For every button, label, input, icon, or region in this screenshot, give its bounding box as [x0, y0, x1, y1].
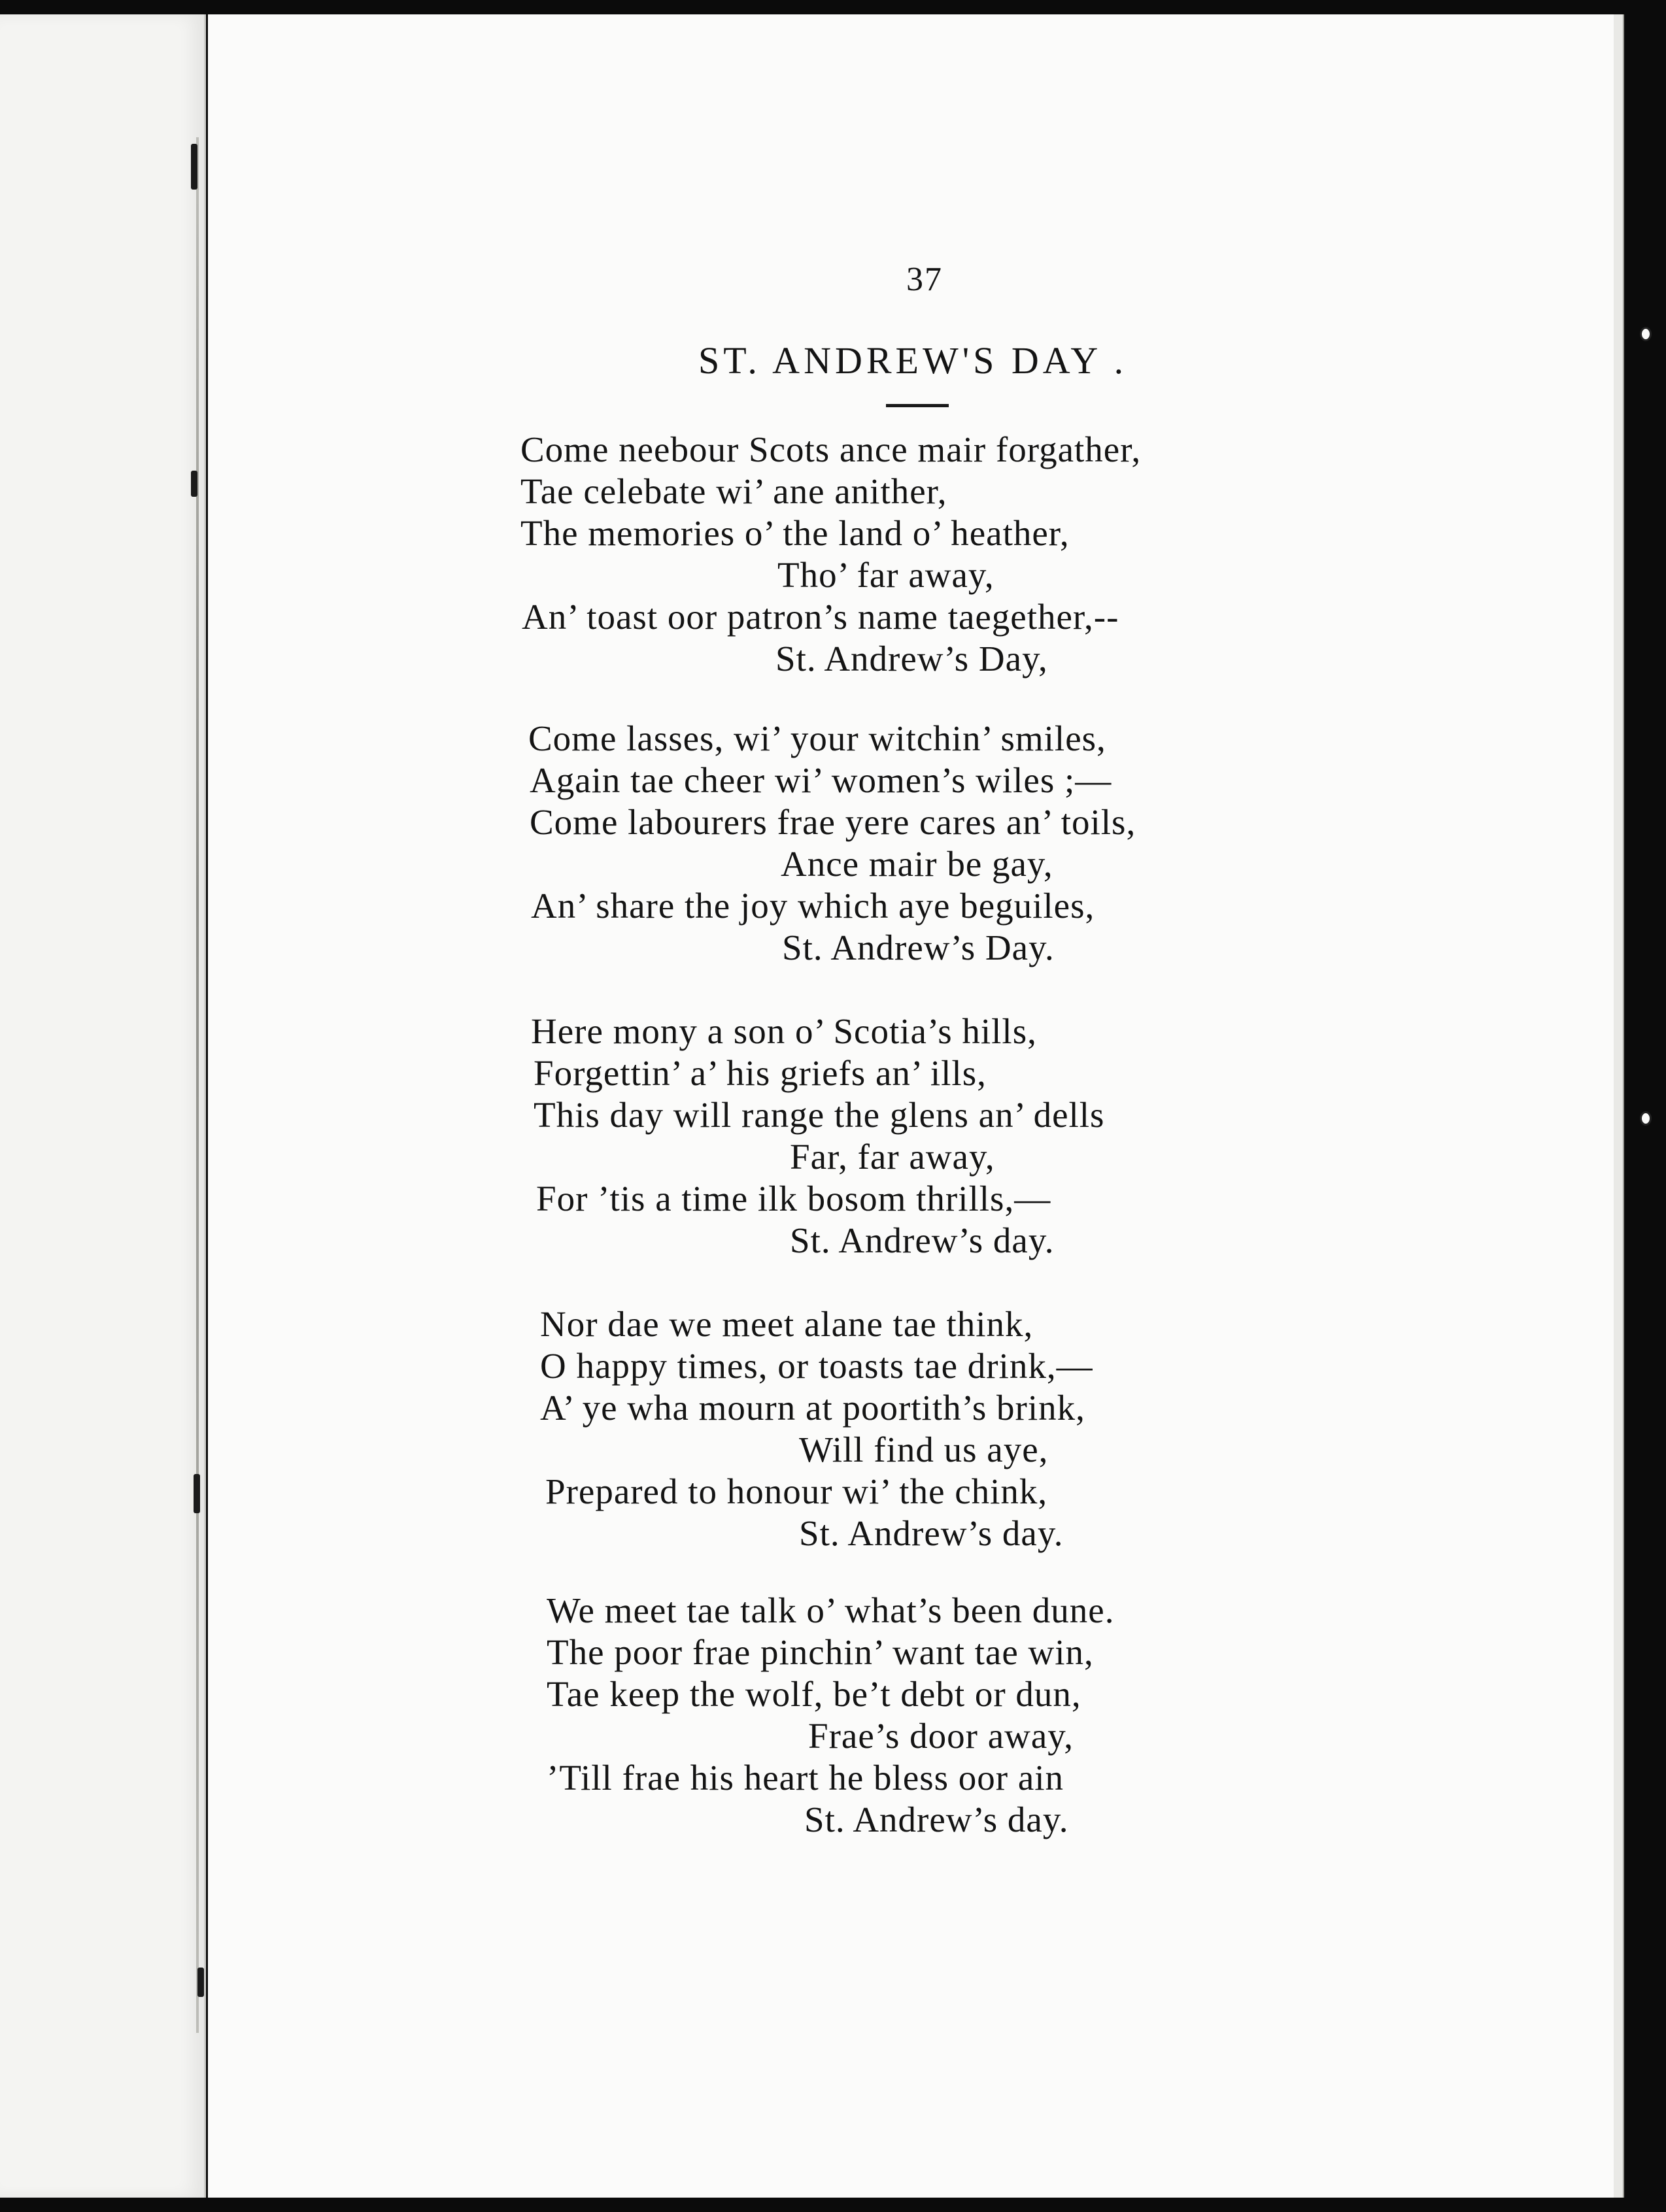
page-number: 37 — [906, 261, 943, 298]
binding-thread-mark — [194, 1474, 200, 1513]
poem-line: St. Andrew’s Day, — [775, 639, 1048, 679]
poem-line: St. Andrew’s day. — [804, 1800, 1069, 1839]
poem-line: For ’tis a time ilk bosom thrills,— — [536, 1179, 1051, 1218]
poem-line: St. Andrew’s Day. — [782, 928, 1055, 967]
poem-line: A’ ye wha mourn at poortith’s brink, — [540, 1388, 1085, 1428]
poem-line: Come labourers frae yere cares an’ toils, — [530, 802, 1136, 842]
page-edge — [1614, 14, 1624, 2198]
title-rule — [886, 404, 949, 407]
poem-line: Prepared to honour wi’ the chink, — [545, 1471, 1048, 1511]
poem-line: Come neebour Scots ance mair forgather, — [520, 429, 1142, 469]
page-edge-mark — [1640, 327, 1652, 341]
binding-gutter — [196, 137, 199, 2033]
poem-line: We meet tae talk o’ what’s been dune. — [547, 1590, 1115, 1630]
scan-bottom-border — [0, 2198, 1666, 2212]
poem-line: An’ share the joy which aye beguiles, — [531, 886, 1095, 926]
poem-line: Nor dae we meet alane tae think, — [540, 1304, 1034, 1344]
poem-line: Again tae cheer wi’ women’s wiles ;— — [530, 760, 1112, 800]
poem-line: Here mony a son o’ Scotia’s hills, — [531, 1011, 1037, 1051]
binding-thread-mark — [197, 1968, 204, 1997]
poem-line: Will find us aye, — [799, 1430, 1049, 1469]
scan-top-border — [0, 0, 1666, 14]
poem-line: ’Till frae his heart he bless oor ain — [547, 1758, 1064, 1798]
poem-line: Tho’ far away, — [777, 555, 994, 595]
poem-line: Frae’s door away, — [808, 1716, 1074, 1756]
poem-line: This day will range the glens an’ dells — [534, 1095, 1105, 1135]
poem-line: Forgettin’ a’ his griefs an’ ills, — [534, 1053, 987, 1093]
page-edge-mark — [1640, 1111, 1652, 1126]
binding-thread-mark — [191, 144, 197, 190]
poem-line: Tae celebate wi’ ane anither, — [520, 471, 947, 511]
poem-line: Ance mair be gay, — [781, 844, 1053, 884]
poem-line: Come lasses, wi’ your witchin’ smiles, — [528, 718, 1106, 758]
facing-blank-page — [0, 14, 206, 2198]
poem-line: St. Andrew’s day. — [790, 1220, 1055, 1260]
poem-line: Far, far away, — [790, 1137, 995, 1177]
poem-line: The memories o’ the land o’ heather, — [520, 513, 1070, 553]
poem-line: Tae keep the wolf, be’t debt or dun, — [547, 1674, 1081, 1714]
poem-line: St. Andrew’s day. — [799, 1513, 1064, 1553]
poem-line: O happy times, or toasts tae drink,— — [540, 1346, 1093, 1386]
poem-line: An’ toast oor patron’s name taegether,-- — [522, 597, 1119, 637]
poem-line: The poor frae pinchin’ want tae win, — [547, 1632, 1094, 1672]
poem-title: ST. ANDREW'S DAY . — [698, 339, 1128, 382]
binding-thread-mark — [191, 471, 197, 497]
